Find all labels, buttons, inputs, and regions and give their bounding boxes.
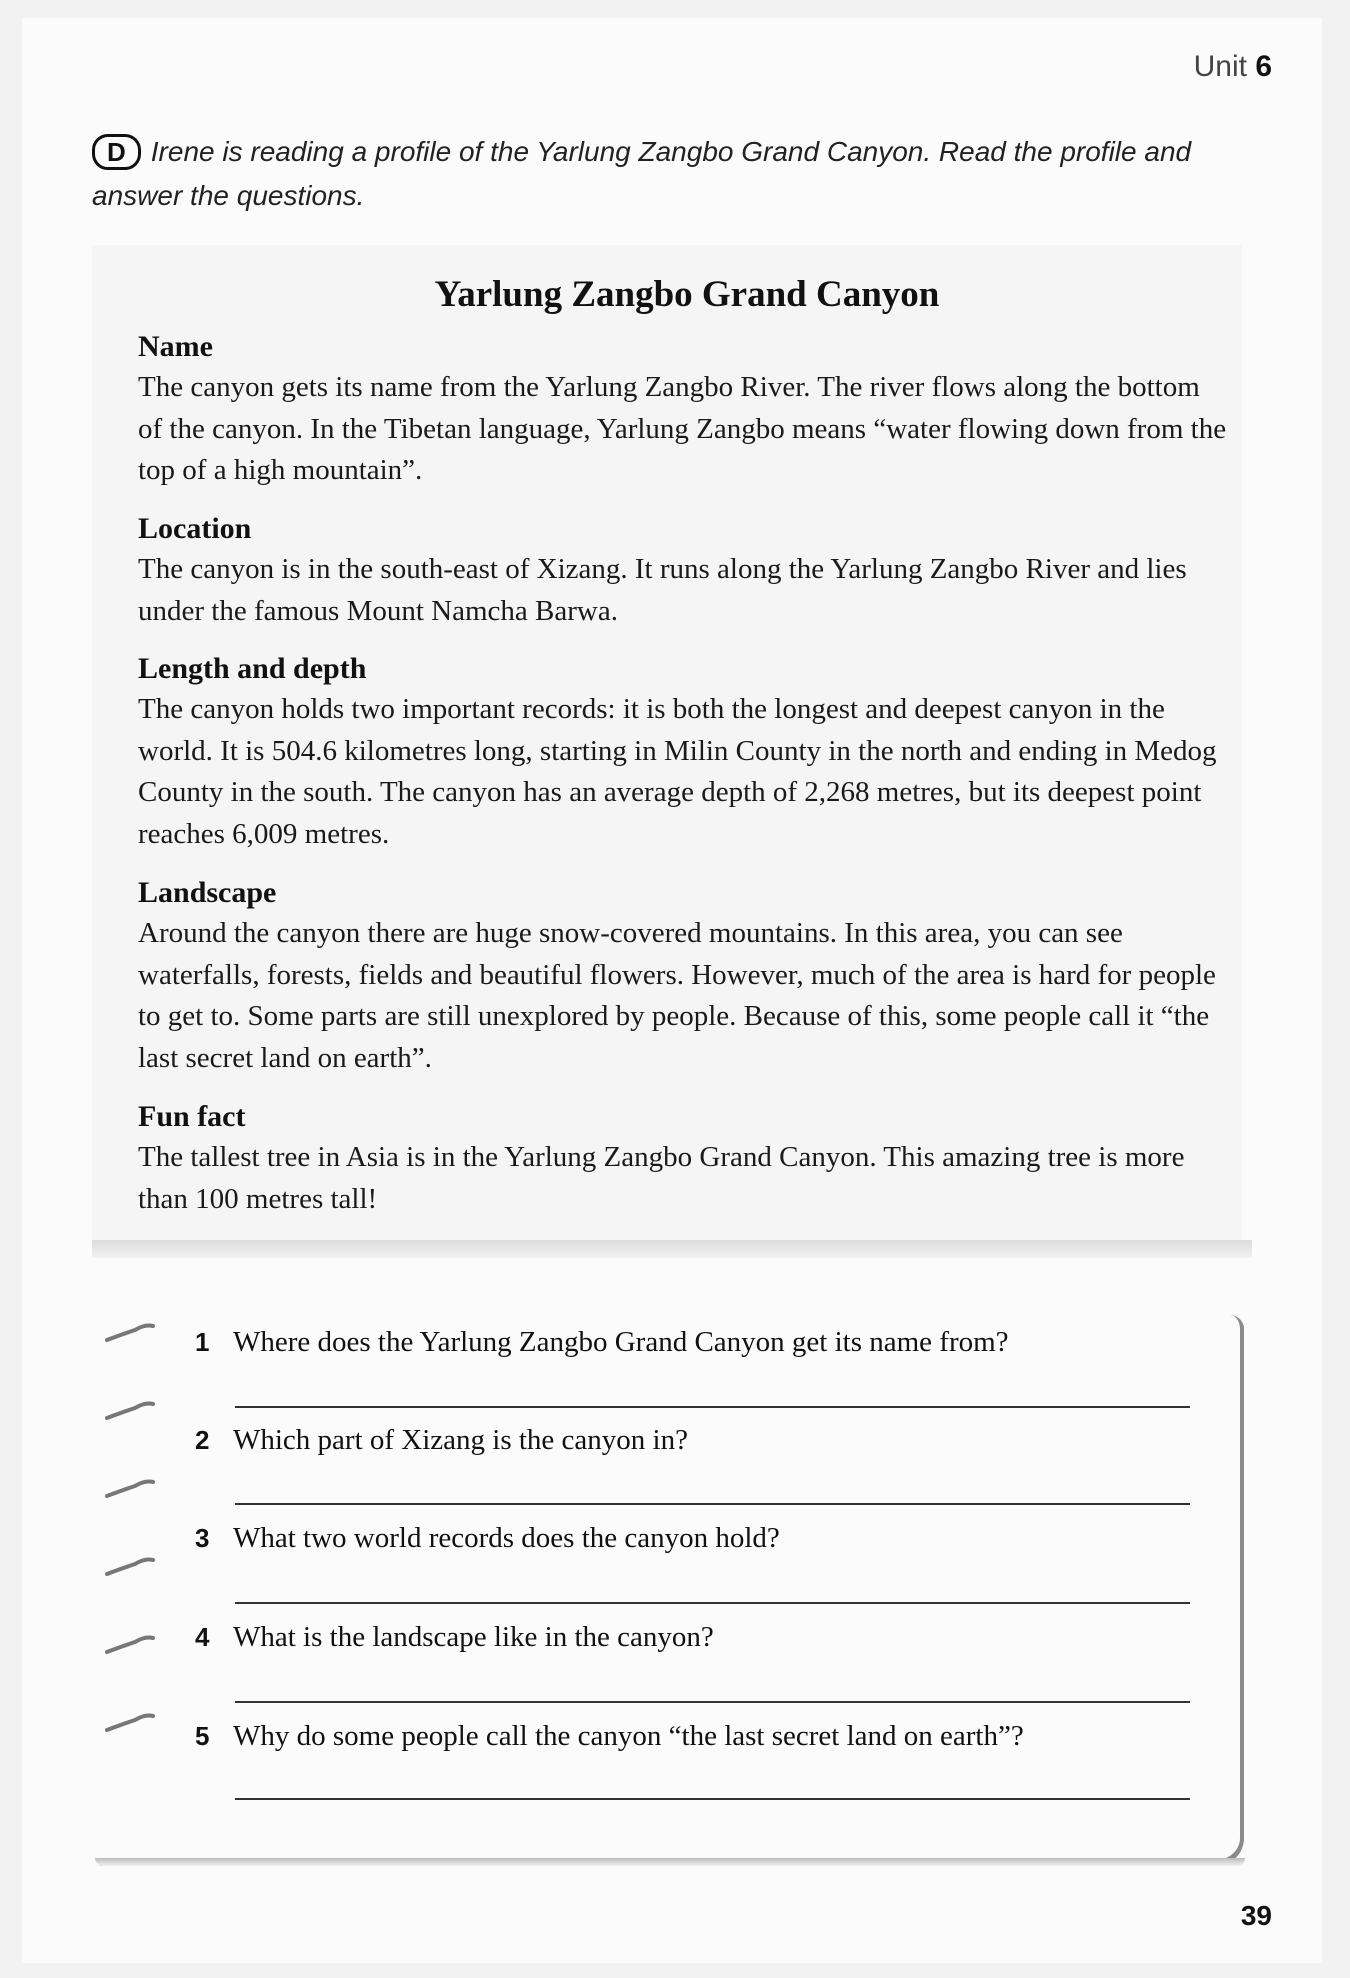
- unit-label: Unit: [1193, 50, 1247, 83]
- section-heading: Fun fact: [138, 1100, 246, 1133]
- question-number: 4: [195, 1622, 210, 1652]
- pen-mark-icon: [105, 1710, 155, 1734]
- section-heading: Location: [138, 512, 252, 545]
- question-text: Why do some people call the canyon “the last secret land on earth”?: [233, 1720, 1024, 1752]
- section-heading: Landscape: [138, 876, 277, 909]
- question-text: Where does the Yarlung Zangbo Grand Canyon get its name from?: [233, 1326, 1009, 1358]
- section-text: The canyon is in the south-east of Xizang. It runs along the Yarlung Zangbo River and lies under the famous Mount Namcha Barwa.: [138, 553, 1187, 627]
- profile-shadow: [92, 1240, 1252, 1258]
- pen-mark-icon: [105, 1632, 155, 1656]
- section-text: Around the canyon there are huge snow-covered mountains. In this area, you can see waterfalls, forests, fields and beautiful flowers. However, much of the area is hard for people to get to. Some parts are still unexplored by people. Because of this, some people call it “the last secret land on earth”.: [138, 917, 1216, 1074]
- answer-line-1[interactable]: [235, 1406, 1190, 1408]
- pen-mark-icon: [105, 1320, 155, 1344]
- unit-header: [1194, 50, 1272, 84]
- section-text: The canyon gets its name from the Yarlung Zangbo River. The river flows along the bottom of the canyon. In the Tibetan language, Yarlung Zangbo means “water flowing down from the top of a high mountain”.: [138, 371, 1227, 486]
- pen-mark-icon: [105, 1398, 155, 1422]
- question-number: 3: [195, 1523, 210, 1553]
- questions-box: [100, 1315, 1244, 1866]
- answer-line-5[interactable]: [235, 1798, 1190, 1800]
- activity-instruction: Irene is reading a profile of the Yarlung Zangbo Grand Canyon. Read the profile and answer the questions.: [92, 136, 1192, 211]
- question-number: 1: [195, 1327, 210, 1357]
- section-heading: Length and depth: [138, 652, 367, 685]
- question-text: Which part of Xizang is the canyon in?: [233, 1424, 688, 1456]
- answer-line-4[interactable]: [235, 1701, 1190, 1703]
- answer-line-3[interactable]: [235, 1602, 1190, 1604]
- section-location: [138, 509, 1228, 632]
- question-5: [195, 1720, 1195, 1753]
- question-number: 5: [195, 1721, 210, 1751]
- question-text: What two world records does the canyon hold?: [233, 1522, 780, 1554]
- section-text: The tallest tree in Asia is in the Yarlung Zangbo Grand Canyon. This amazing tree is more than 100 metres tall!: [138, 1141, 1185, 1215]
- section-text: The canyon holds two important records: it is both the longest and deepest canyon in the world. It is 504.6 kilometres long, starting in Milin County in the north and ending in Medog County in the south. The canyon has an average depth of 2,268 metres, but its deepest point reaches 6,009 metres.: [138, 693, 1217, 850]
- pen-mark-icon: [105, 1476, 155, 1500]
- answer-line-2[interactable]: [235, 1503, 1190, 1505]
- question-number: 2: [195, 1425, 210, 1455]
- question-4: [195, 1621, 1195, 1654]
- question-text: What is the landscape like in the canyon?: [233, 1621, 714, 1653]
- profile-panel: [92, 245, 1242, 1255]
- section-heading: Name: [138, 330, 213, 363]
- pen-mark-icon: [105, 1554, 155, 1578]
- question-1: [195, 1326, 1195, 1359]
- section-length-depth: [138, 649, 1228, 855]
- questions-box-shadow: [95, 1858, 1245, 1866]
- profile-title: Yarlung Zangbo Grand Canyon: [434, 274, 940, 315]
- activity-instruction-block: [92, 130, 1222, 218]
- page-number: 39: [1240, 1900, 1272, 1931]
- section-landscape: [138, 873, 1228, 1079]
- section-name: [138, 327, 1228, 492]
- activity-letter-badge: D: [92, 134, 141, 170]
- question-2: [195, 1424, 1195, 1457]
- unit-number: 6: [1255, 50, 1272, 83]
- question-3: [195, 1522, 1195, 1555]
- section-fun-fact: [138, 1097, 1228, 1220]
